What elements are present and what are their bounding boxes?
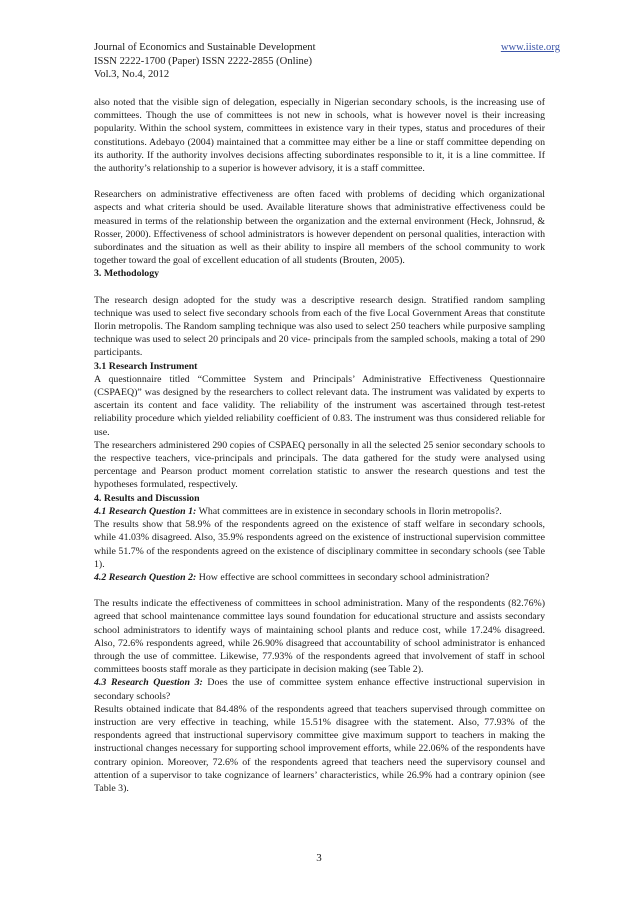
page-number: 3 xyxy=(316,852,322,864)
paragraph-rq3-results: Results obtained indicate that 84.48% of the respondents agreed that teachers supervised through committee on instruction are very effective in teaching, while 15.51% disagree with the statement. Also, 77.93% of the respondents agreed that instructional supervisory committee give maximum support to teachers in making the instructional changes necessary for supporting school improvement efforts, while 22.06% of the respondents have contrary opinion. Moreover, 72.6% of the respondents agreed that teachers need the supervisory counsel and attention of a supervisor to take cognizance of learners’ characteristics, while 26.9% had a contrary opinion (see Table 3). xyxy=(94,703,545,794)
research-question-2 xyxy=(94,571,545,584)
journal-url-link[interactable]: www.iiste.org xyxy=(500,42,560,53)
paragraph-rq2-results: The results indicate the effectiveness of committees in school administration. Many of the respondents (82.76%) agreed that school maintenance committee lays sound foundation for educational structure and assists secondary school administrators to identify ways of maintaining school plants and reduce cost, while 17.24% disagreed. Also, 72.6% respondents agreed, while 26.90% disagreed that accountability of school administrator is enhanced through the use of committee. Likewise, 77.93% of the respondents agreed that involvement of staff in school committees boosts staff morale as they participate in decision making (see Table 2). xyxy=(94,598,545,676)
research-question-1 xyxy=(94,505,545,518)
article-body xyxy=(94,96,545,795)
rq2-text: How effective are school committees in secondary school administration? xyxy=(196,571,490,583)
rq1-text: What committees are in existence in secondary schools in Ilorin metropolis?. xyxy=(196,505,502,517)
rq1-label: 4.1 Research Question 1: xyxy=(94,505,197,517)
paragraph-delegation: also noted that the visible sign of delegation, especially in Nigerian secondary schools, is the increasing use of committees. Though the use of committees is not new in schools, what is however novel is their increasing popularity. Within the school system, committees in existence vary in their types, status and procedures of their constitutions. Adebayo (2004) maintained that a committee may either be a line or staff committee depending on its authority. If the authority involves decisions affecting subordinates responsible to it, it is a line committee. If the authority’s relationship to a superior is however advisory, it is a staff committee. xyxy=(94,97,545,175)
rq2-label: 4.2 Research Question 2: xyxy=(94,571,197,583)
rq3-text: Does the use of committee system enhance effective instructional supervision in secondary schools? xyxy=(94,677,545,702)
heading-results: 4. Results and Discussion xyxy=(94,492,200,504)
research-question-3 xyxy=(94,676,545,702)
paragraph-instrument: A questionnaire titled “Committee System and Principals’ Administrative Effectiveness Questionnaire (CSPAEQ)” was designed by the researchers to collect relevant data. The instrument was validated by experts to ascertain its content and face validity. The reliability of the instrument was ascertained through test-retest reliability procedure which yielded reliability coefficient of 0.83. The instrument was thus considered reliable for use. xyxy=(94,373,545,438)
journal-volume: Vol.3, No.4, 2012 xyxy=(94,69,170,80)
heading-methodology: 3. Methodology xyxy=(94,268,160,280)
paragraph-administration: The researchers administered 290 copies of CSPAEQ personally in all the selected 25 senior secondary schools to the respective teachers, vice-principals and principals. The data gathered for the study were analysed using percentage and Pearson product moment correlation statistic to answer the research questions and test the hypotheses formulated, respectively. xyxy=(94,439,545,491)
paragraph-rq1-results: The results show that 58.9% of the respondents agreed on the existence of staff welfare in secondary schools, while 41.03% disagreed. Also, 35.9% respondents agreed on the existence of instructional supervision committee while 51.7% of the respondents agreed on the existence of disciplinary committee in secondary schools (see Table 1). xyxy=(94,519,545,570)
heading-research-instrument: 3.1 Research Instrument xyxy=(94,360,198,372)
rq3-label: 4.3 Research Question 3: xyxy=(94,677,203,689)
journal-title: Journal of Economics and Sustainable Development xyxy=(94,42,316,53)
paragraph-research-design: The research design adopted for the study was a descriptive research design. Stratified random sampling technique was used to select five secondary schools from each of the five Local Government Areas that constitute Ilorin metropolis. The Random sampling technique was also used to select 250 teachers while purposive sampling technique was used to select 20 principals and 20 vice- principals from the sampled schools, making a total of 290 participants. xyxy=(94,294,545,359)
journal-issn: ISSN 2222-1700 (Paper) ISSN 2222-2855 (Online) xyxy=(94,55,313,67)
running-header xyxy=(94,41,560,82)
paragraph-effectiveness: Researchers on administrative effectiveness are often faced with problems of deciding which organizational aspects and what criteria should be used. Available literature shows that administrative effectiveness could be measured in terms of the relationship between the organization and the external environment (Heck, Johnsrud, & Rosser, 2000). Effectiveness of school administrators is however dependent on personal qualities, interaction with subordinates and the situation as well as their ability to inspire all members of the school community to work together toward the goal of excellent education of all students (Brouten, 2005). xyxy=(94,189,545,267)
